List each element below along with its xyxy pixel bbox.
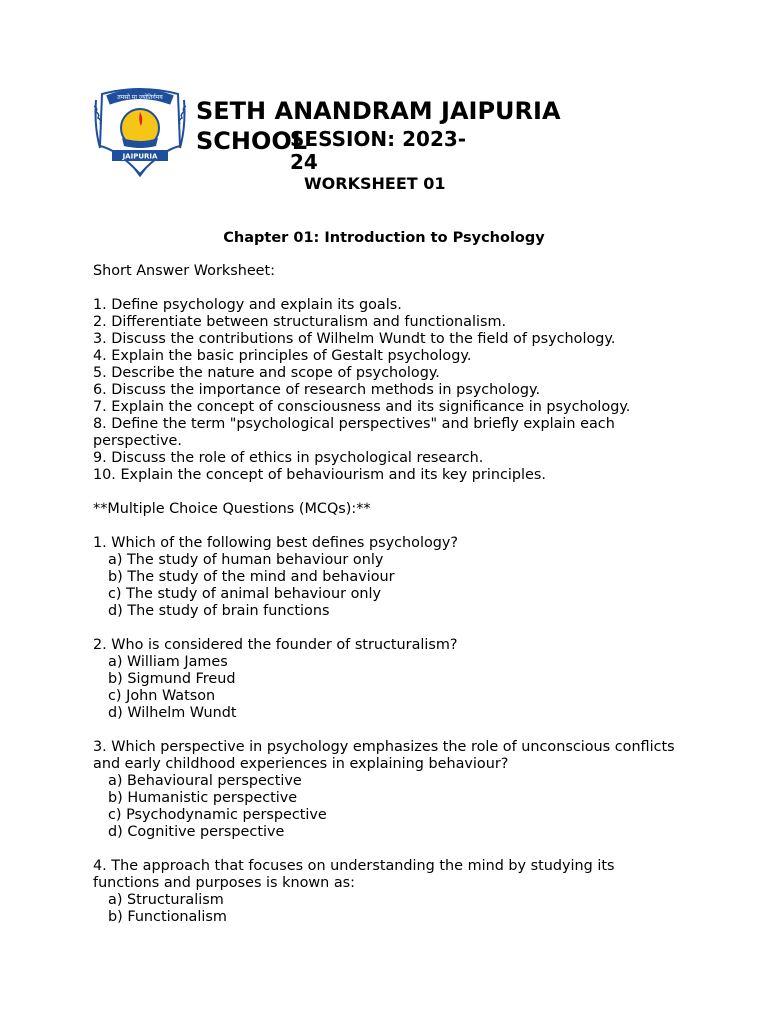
short-answer-question: 6. Discuss the importance of research methods in psychology. [93,382,541,398]
worksheet-body [93,263,683,926]
mcq-option: b) Sigmund Freud [108,671,236,687]
mcq-item [93,739,683,841]
mcq-question: 4. The approach that focuses on understanding the mind by studying its functions and purposes is known as: [93,858,620,891]
short-answer-question: 7. Explain the concept of consciousness and its significance in psychology. [93,399,631,415]
logo-motto: तमसो मा ज्योतिर्गमय [117,94,163,101]
mcq-question: 2. Who is considered the founder of structuralism? [93,637,458,653]
mcq-option: b) Humanistic perspective [108,790,298,806]
mcq-option: c) The study of animal behaviour only [108,586,382,602]
short-answer-question: 9. Discuss the role of ethics in psychological research. [93,450,484,466]
mcq-option: b) Functionalism [108,909,227,925]
mcq-question: 1. Which of the following best defines psychology? [93,535,459,551]
short-answer-question: 4. Explain the basic principles of Gestalt psychology. [93,348,472,364]
mcq-item [93,858,683,926]
mcq-option: d) Wilhelm Wundt [108,705,237,721]
mcq-option: a) Behavioural perspective [108,773,302,789]
chapter-title: Chapter 01: Introduction to Psychology [223,230,545,246]
mcq-option: d) The study of brain functions [108,603,330,619]
mcq-option: a) Structuralism [108,892,224,908]
school-logo [92,86,188,180]
mcq-option: a) The study of human behaviour only [108,552,384,568]
mcq-item [93,637,683,722]
mcq-heading: **Multiple Choice Questions (MCQs):** [93,501,371,517]
mcq-item [93,535,683,620]
mcq-option: c) Psychodynamic perspective [108,807,327,823]
session-label: SESSION: 2023-24 [290,127,467,174]
short-answer-question: 10. Explain the concept of behaviourism and its key principles. [93,467,546,483]
short-answer-question: 8. Define the term "psychological perspectives" and briefly explain each perspective. [93,416,620,449]
logo-banner-text: JAIPURIA [122,152,158,161]
short-answer-heading: Short Answer Worksheet: [93,263,276,279]
short-answer-question: 2. Differentiate between structuralism and functionalism. [93,314,507,330]
mcq-option: a) William James [108,654,228,670]
short-answer-list [93,297,683,484]
mcq-option: d) Cognitive perspective [108,824,285,840]
worksheet-title: WORKSHEET 01 [304,174,446,193]
mcq-option: b) The study of the mind and behaviour [108,569,395,585]
school-name: SETH ANANDRAM JAIPURIA SCHOOL [196,97,561,155]
mcq-option: c) John Watson [108,688,216,704]
short-answer-question: 1. Define psychology and explain its goals. [93,297,402,313]
short-answer-question: 3. Discuss the contributions of Wilhelm Wundt to the field of psychology. [93,331,616,347]
mcq-question: 3. Which perspective in psychology emphasizes the role of unconscious conflicts and early childhood experiences in explaining behaviour? [93,739,680,772]
short-answer-question: 5. Describe the nature and scope of psychology. [93,365,440,381]
